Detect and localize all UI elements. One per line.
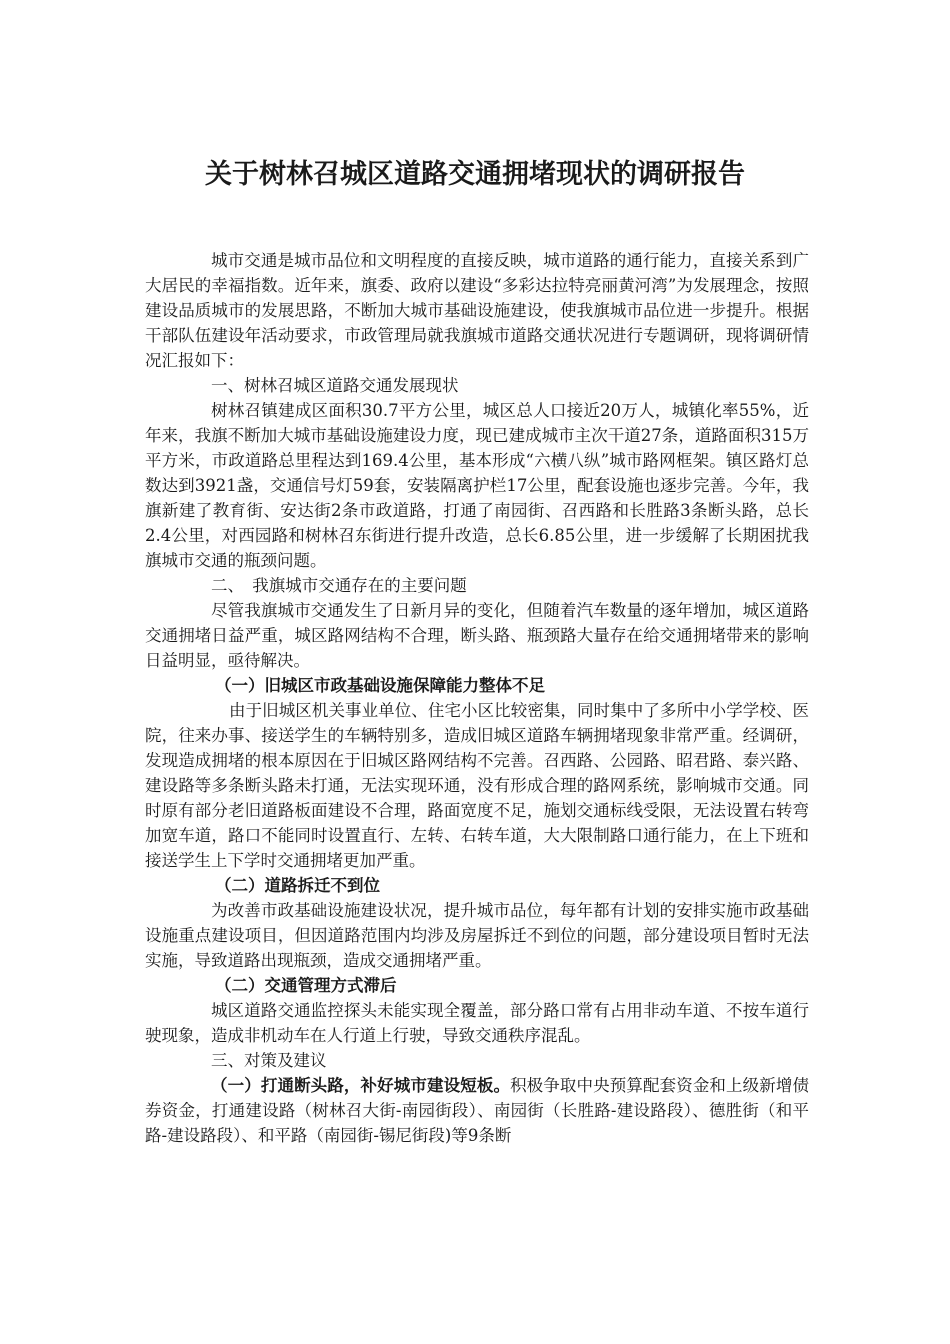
- subsection1-paragraph: 由于旧城区机关事业单位、住宅小区比较密集，同时集中了多所中小学学校、医院，往来办事、接送学生的车辆特别多，造成旧城区道路车辆拥堵现象非常严重。经调研，发现造成拥堵的根本原因在于旧城区路网结构不完善。召西路、公园路、昭君路、泰兴路、建设路等多条断头路未打通，无法实现环通，没有形成合理的路网系统，影响城市交通。同时原有部分老旧道路板面建设不合理，路面宽度不足，施划交通标线受限，无法设置右转弯加宽车道，路口不能同时设置直行、左转、右转车道，大大限制路口通行能力，在上下班和接送学生上下学时交通拥堵更加严重。: [145, 701, 809, 870]
- section1-paragraph: 树林召镇建成区面积30.7平方公里，城区总人口接近20万人，城镇化率55%，近年来，我旗不断加大城市基础设施建设力度，现已建成城市主次干道27条，道路面积315万平方米，市政道路总里程达到169.4公里，基本形成“六横八纵”城市路网框架。镇区路灯总数达到3921盏，交通信号灯59套，安装隔离护栏17公里，配套设施也逐步完善。今年，我旗新建了教育街、安达街2条市政道路，打通了南园街、召西路和长胜路3条断头路，总长2.4公里，对西园路和树林召东街进行提升改造，总长6.85公里，进一步缓解了长期困扰我旗城市交通的瓶颈问题。: [145, 401, 809, 570]
- section2-paragraph: 尽管我旗城市交通发生了日新月异的变化，但随着汽车数量的逐年增加，城区道路交通拥堵日益严重，城区路网结构不合理，断头路、瓶颈路大量存在给交通拥堵带来的影响日益明显，亟待解决。: [145, 601, 809, 670]
- recommendation1-text: 积极争取中央预算配套资金和上级新增债券资金，打通建设路（树林召大街-南园街段）、南园街（长胜路-建设路段）、德胜街（和平路-建设路段）、和平路（南园街-锡尼街段)等9条断: [145, 1076, 810, 1145]
- section1-heading: 一、树林召城区道路交通发展现状: [211, 376, 459, 395]
- section3-heading: 三、对策及建议: [211, 1051, 327, 1070]
- intro-paragraph: 城市交通是城市品位和文明程度的直接反映，城市道路的通行能力，直接关系到广大居民的幸福指数。近年来，旗委、政府以建设“多彩达拉特亮丽黄河湾”为发展理念，按照建设品质城市的发展思路，不断加大城市基础设施建设，使我旗城市品位进一步提升。根据干部队伍建设年活动要求，市政管理局就我旗城市道路交通状况进行专题调研，现将调研情况汇报如下：: [145, 251, 809, 370]
- recommendation1-lead: （一）打通断头路，补好城市建设短板。: [211, 1076, 511, 1095]
- subsection3-heading: （二）交通管理方式滞后: [215, 976, 397, 995]
- section2-heading: 二、 我旗城市交通存在的主要问题: [211, 576, 467, 595]
- recommendation1-paragraph: [145, 1073, 809, 1148]
- subsection3-paragraph: 城区道路交通监控探头未能实现全覆盖，部分路口常有占用非动车道、不按车道行驶现象，造成非机动车在人行道上行驶，导致交通秩序混乱。: [145, 1001, 809, 1045]
- document-body: [145, 248, 809, 1148]
- subsection2-paragraph: 为改善市政基础设施建设状况，提升城市品位，每年都有计划的安排实施市政基础设施重点建设项目，但因道路范围内均涉及房屋拆迁不到位的问题，部分建设项目暂时无法实施，导致道路出现瓶颈，造成交通拥堵严重。: [145, 901, 809, 970]
- document-title: 关于树林召城区道路交通拥堵现状的调研报告: [205, 159, 745, 190]
- subsection2-heading: （二）道路拆迁不到位: [215, 876, 380, 895]
- subsection1-heading: （一）旧城区市政基础设施保障能力整体不足: [215, 676, 545, 695]
